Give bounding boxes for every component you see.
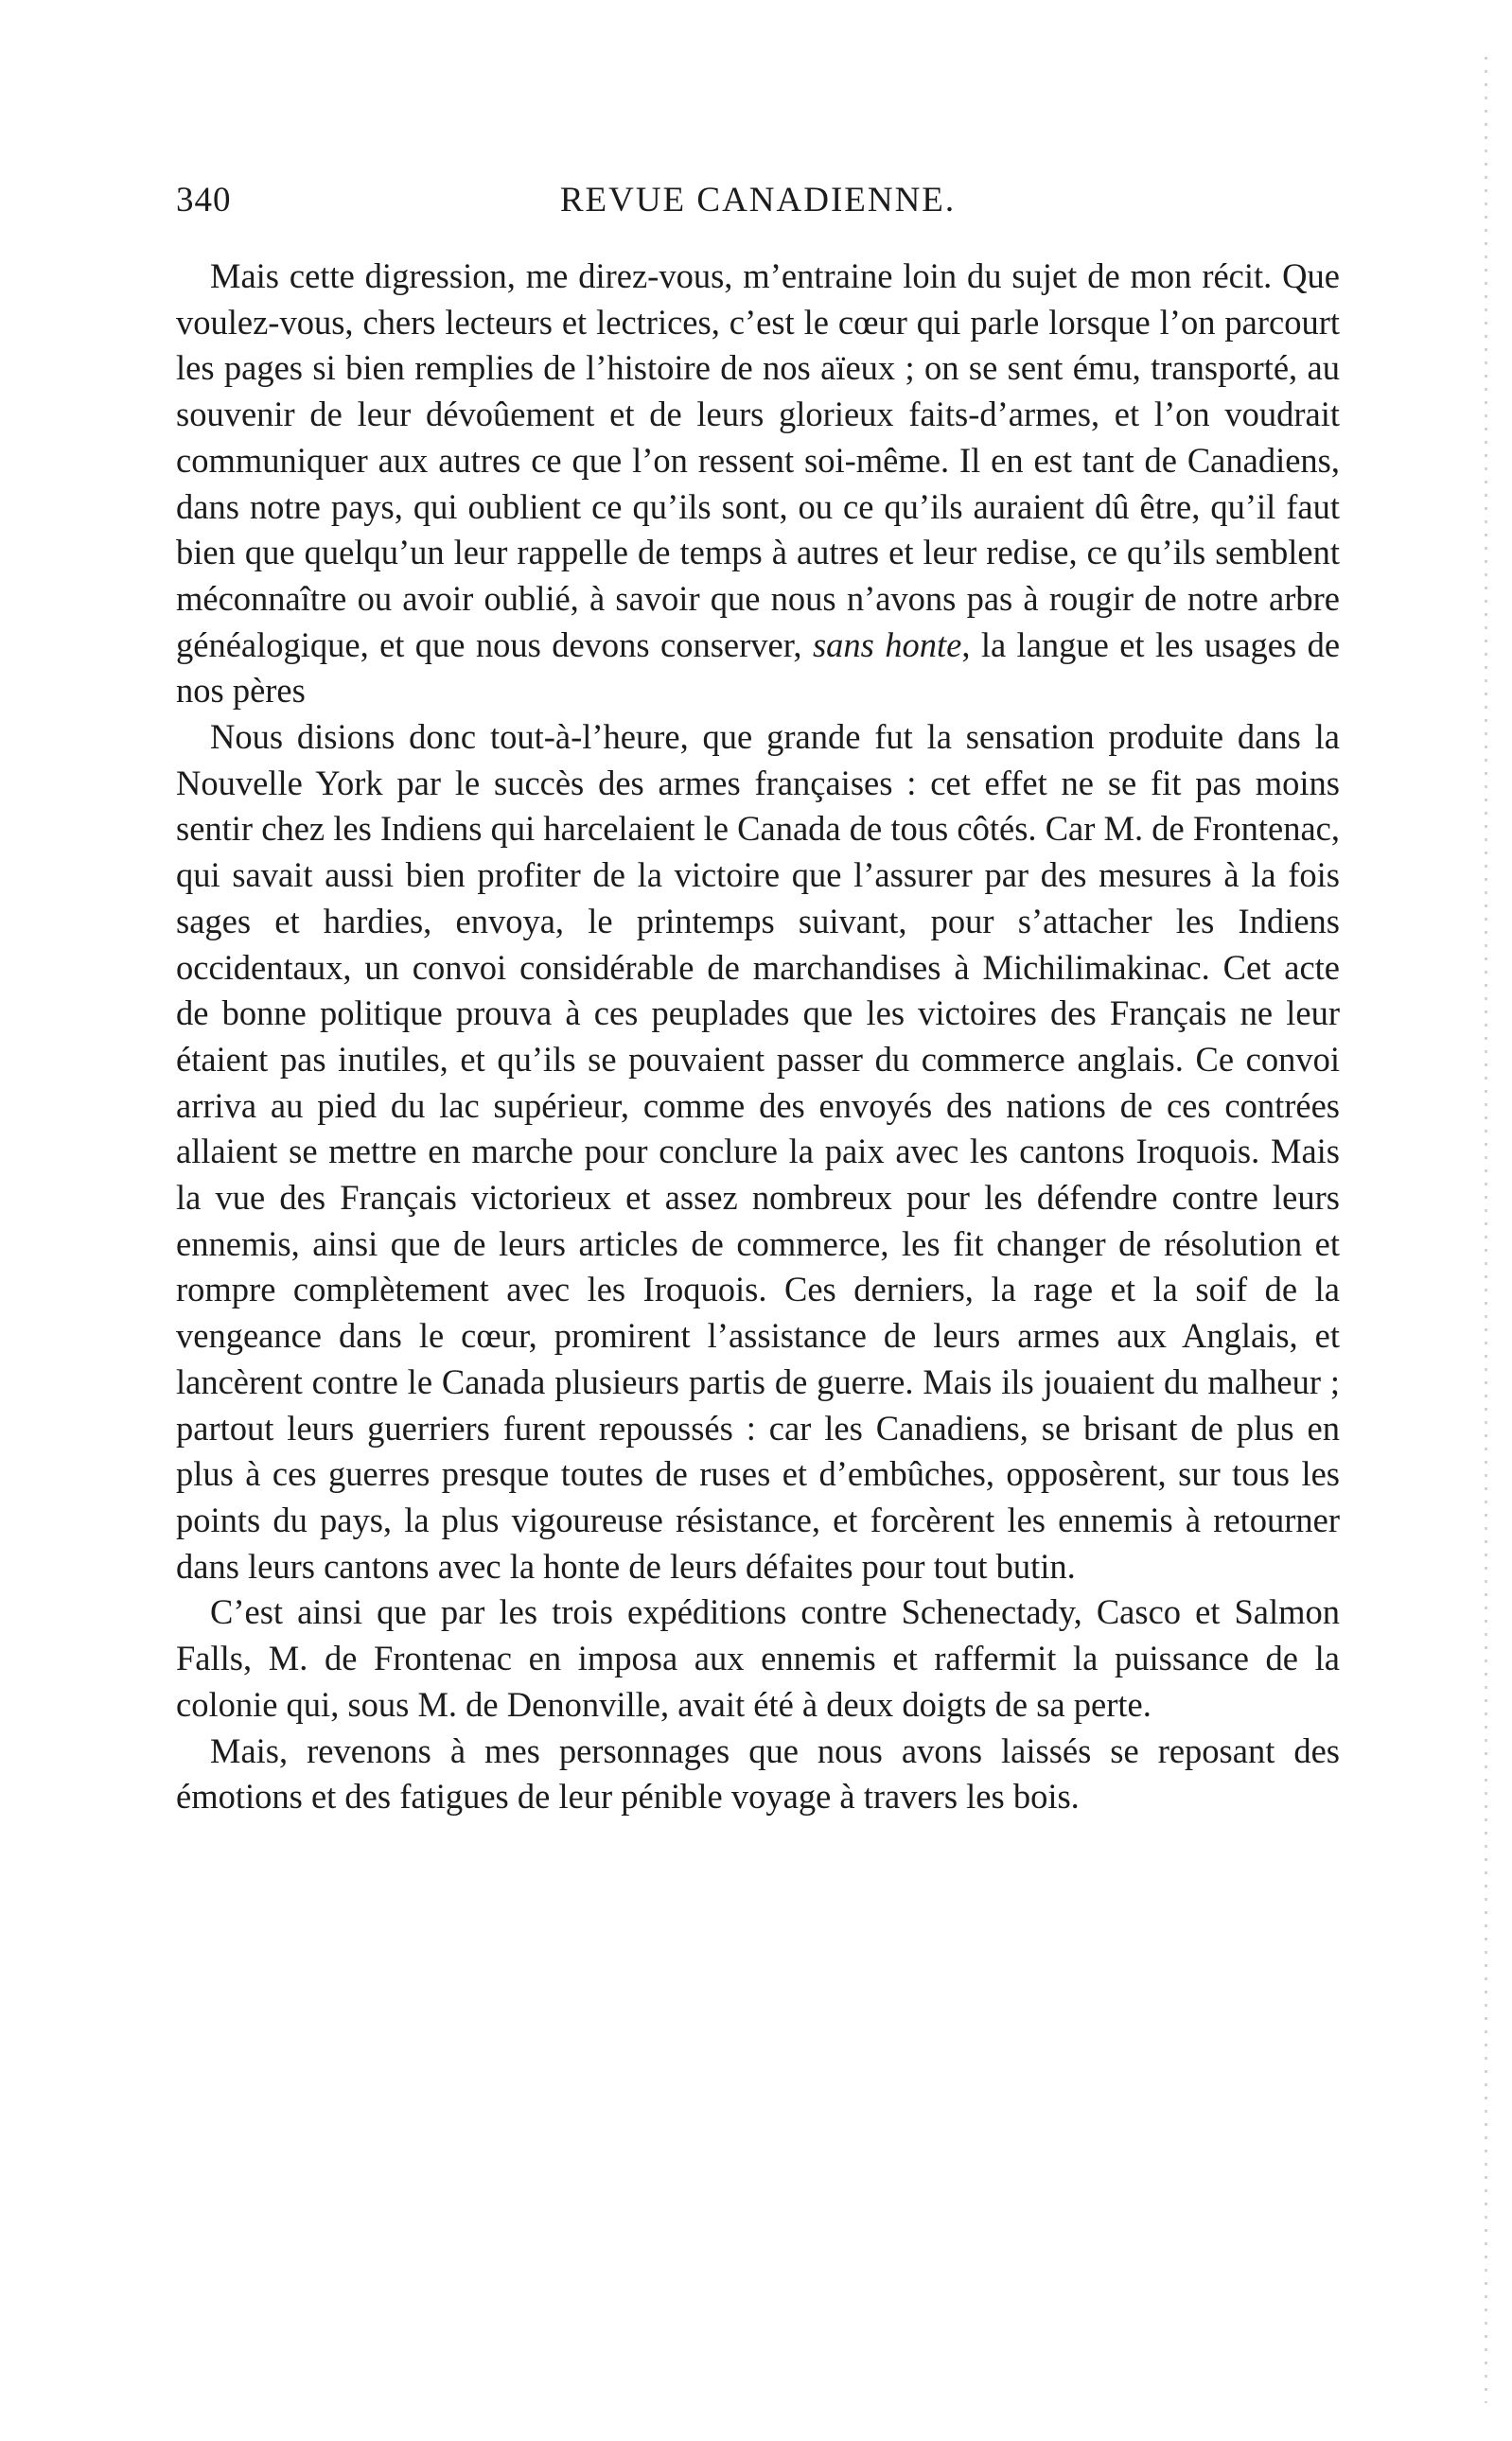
paragraph-4: Mais, revenons à mes personnages que nous avons laissés se reposant des émotions et des fatigues de leur pénible voyage à travers les bois. (176, 1730, 1340, 1817)
paragraph-1-tail: , la langue et les usages de nos pères (176, 624, 1341, 711)
body-text (176, 254, 1340, 1820)
scan-edge-mark (1485, 57, 1487, 2403)
page-number: 340 (176, 181, 232, 220)
paragraph-2: Nous disions donc tout-à-l’heure, que grande fut la sensation produite dans la Nouvelle York par le succès des armes françaises : cet effet ne se fit pas moins sentir chez les Indiens qui harcelaient le Canada de tous côtés. Car M. de Frontenac, qui savait aussi bien profiter de la victoire que l’assurer par des mesures à la fois sages et hardies, envoya, le printemps suivant, pour s’attacher les Indiens occidentaux, un convoi considérable de marchandises à Michilimakinac. Cet acte de bonne politique prouva à ces peuplades que les victoires des Français ne leur étaient pas inutiles, et qu’ils se pouvaient passer du commerce anglais. Ce convoi arriva au pied du lac supérieur, comme des envoyés des nations de ces contrées allaient se mettre en marche pour conclure la paix avec les cantons Iroquois. Mais la vue des Français victorieux et assez nombreux pour les défendre contre leurs ennemis, ainsi que de leurs articles de commerce, les fit changer de résolution et rompre complètement avec les Iroquois. Ces derniers, la rage et la soif de la vengeance dans le cœur, promirent l’assistance de leurs armes aux Anglais, et lancèrent contre le Canada plusieurs partis de guerre. Mais ils jouaient du malheur ; partout leurs guerriers furent repoussés : car les Canadiens, se brisant de plus en plus à ces guerres presque toutes de ruses et d’embûches, opposèrent, sur tous les points du pays, la plus vigoureuse résistance, et forcèrent les ennemis à retourner dans leurs cantons avec la honte de leurs défaites pour tout butin. (176, 717, 1340, 1586)
paragraph-1 (176, 254, 1340, 714)
running-title: REVUE CANADIENNE. (559, 181, 957, 220)
paragraph-3: C’est ainsi que par les trois expéditions contre Schenectady, Casco et Salmon Falls, M. de Frontenac en imposa aux ennemis et raffermit la puissance de la colonie qui, sous M. de Denonville, avait été à deux doigts de sa perte. (176, 1592, 1340, 1724)
running-header (176, 180, 1340, 229)
paragraph-1-text: Mais cette digression, me direz-vous, m’entraine loin du sujet de mon récit. Que voulez-vous, chers lecteurs et lectrices, c’est le cœur qui parle lorsque l’on parcourt les pages si bien remplies de l’histoire de nos aïeux ; on se sent ému, transporté, au souvenir de leur dévoûement et de leurs glorieux faits-d’armes, et l’on voudrait communiquer aux autres ce que l’on ressent soi-même. Il en est tant de Canadiens, dans notre pays, qui oublient ce qu’ils sont, ou ce qu’ils auraient dû être, qu’il faut bien que quelqu’un leur rappelle de temps à autres et leur redise, ce qu’ils semblent méconnaître ou avoir oublié, à savoir que nous n’avons pas à rougir de notre arbre généalogique, et que nous devons conserver, (176, 256, 1340, 664)
paragraph-1-italic: sans honte (812, 624, 962, 664)
